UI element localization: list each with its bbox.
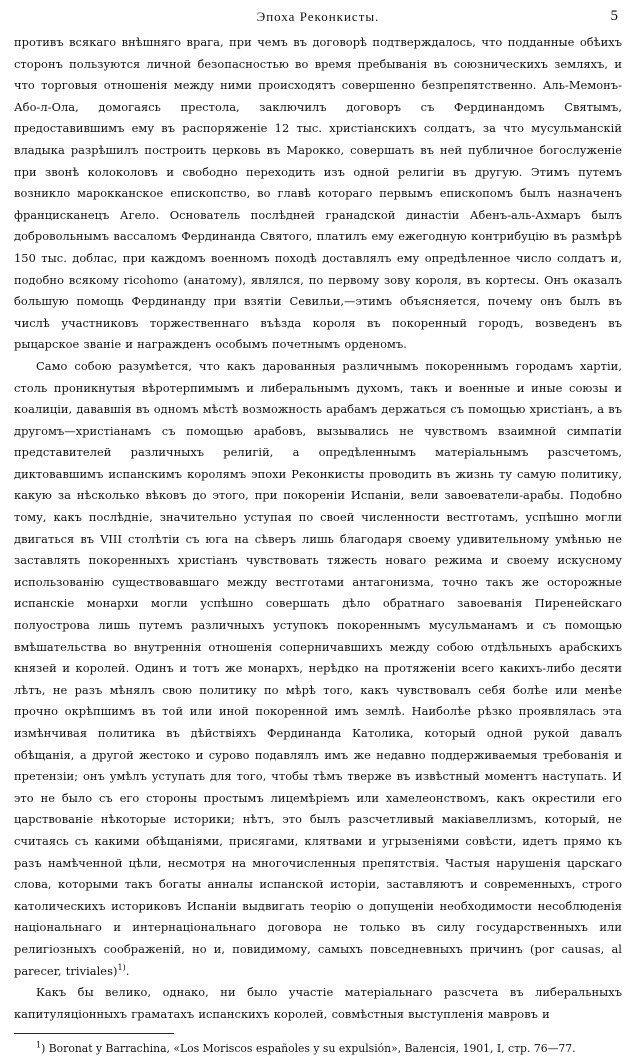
footnote-reference[interactable]: 1) — [117, 962, 126, 972]
paragraph-2-text: Само собою разумѣется, что какъ дарованныя различнымъ покореннымъ городамъ хартіи, столь проникнутыя вѣротерпимымъ и либеральнымъ духомъ, такъ и военные и иные союзы и коалиціи, дававшія въ одномъ мѣстѣ возможность арабамъ держаться съ помощью христіанъ, а въ другомъ—христіанамъ съ помощью арабовъ, вызывались не чувствомъ взаимной симпатіи представителей различныхъ религій, а опредѣленнымъ матеріальнымъ разсчетомъ, диктовавшимъ испанскимъ королямъ эпохи Реконкисты проводить въ жизнь ту самую политику, какую за нѣсколько вѣковъ до этого, при покореніи Испаніи, вели завоеватели-арабы. Подобно тому, какъ послѣдніе, значительно уступая по своей численности вестготамъ, успѣшно могли двигаться въ VIII столѣтіи съ юга на сѣверъ лишь благодаря своему удивительному умѣнью не заставлять покоренныхъ христіанъ чувствовать тяжесть новаго режима и своему искусному использованію существовавшаго между вестготами антагонизма, точно такъ же осторожные испанскіе монархи могли успѣшно совершать дѣло обратнаго завоеванія Пиренейскаго полуострова лишь путемъ различныхъ уступокъ покореннымъ мусульманамъ и съ помощью вмѣшательства во внутреннія отношенія соперничавшихъ между собою отдѣльныхъ арабскихъ князей и королей. Одинъ и тотъ же монархъ, нерѣдко на протяженіи всего какихъ-либо десяти лѣтъ, не разъ мѣнялъ свою политику по мѣрѣ того, какъ чувствовалъ себя болѣе или менѣе прочно окрѣпшимъ въ той или иной покоренной имъ землѣ. Наиболѣе рѣзко проявлялась эта измѣнчивая политика въ дѣйствіяхъ Фердинанда Католика, который одной рукой давалъ обѣщанія, а другой жестоко и сурово подавлялъ имъ же недавно поддерживаемыя требованія и претензіи; онъ умѣлъ уступать для того, чтобы тѣмъ тверже въ извѣстный моментъ наступать. И это не было съ его стороны простымъ лицемѣріемъ или хамелеонствомъ, какъ окрестили его царствованіе нѣкоторые историки; нѣтъ, это былъ разсчетливый макіавеллизмъ, который, не считаясь съ какими обѣщаніями, присягами, клятвами и угрызеніями совѣсти, идетъ прямо къ разъ намѣченной цѣли, несмотря на многочисленныя препятствія. Частыя нарушенія царскаго слова, которыми такъ богаты анналы испанской исторіи, заставляютъ и современныхъ, строго католическихъ историковъ Испаніи выдвигать теорію о допущеніи необходимости несоблюденія національнаго и интернаціональнаго договора не только въ силу государственныхъ или религіозныхъ соображеній, но и, повидимому, самыхъ повседневныхъ причинъ (por causas, al parecer, triviales) — [14, 358, 622, 978]
body-text — [14, 32, 622, 1025]
paragraph-2-tail: . — [125, 963, 130, 978]
paragraph-2 — [14, 356, 622, 982]
page-header — [14, 8, 622, 32]
paragraph-1 — [14, 32, 622, 356]
footnote-1 — [14, 1040, 622, 1059]
footnotes — [14, 1040, 622, 1059]
footnote-close-paren: ) — [41, 1042, 49, 1056]
paragraph-1-text: противъ всякаго внѣшняго врага, при чемъ въ договорѣ подтверждалось, что подданные обѣихъ сторонъ пользуются личной безопасностью во время пребыванія въ союзническихъ земляхъ, и что торговыя отношенія между ними происходятъ совершенно безпрепятственно. Аль-Мемонъ-Або-л-Ола, домогаясь престола, заключилъ договоръ съ Фердинандомъ Святымъ, предоставившимъ ему въ распоряженіе 12 тыс. христіанскихъ солдатъ, за что мусульманскій владыка разрѣшилъ построить церковь въ Марокко, совершать въ ней публичное богослуженіе при звонѣ колоколовъ и свободно переходить изъ одной религіи въ другую. Этимъ путемъ возникло марокканское епископство, во главѣ котораго первымъ епископомъ былъ назначенъ францисканецъ Агело. Основатель послѣдней гранадской династіи Абенъ-аль-Ахмаръ былъ добровольнымъ вассаломъ Фердинанда Святого, платилъ ему ежегодную контрибуцію въ размѣрѣ 150 тыс. доблас, при каждомъ военномъ походѣ доставлялъ ему опредѣленное число солдатъ и, подобно всякому ricohomo (анатому), являлся, по первому зову короля, въ кортесы. Онъ оказалъ большую помощь Фердинанду при взятіи Севильи,—этимъ объясняется, почему онъ былъ въ числѣ участниковъ торжественнаго въѣзда короля въ покоренный городъ, возведенъ въ рыцарское званіе и награжденъ особымъ почетнымъ орденомъ. — [14, 35, 622, 352]
paragraph-3-text: Какъ бы велико, однако, ни было участіе матеріальнаго разсчета въ либеральныхъ капитуляціонныхъ граматахъ испанскихъ королей, совмѣстныя выступленія мавровъ и — [14, 985, 622, 1021]
footnote-number: 1 — [36, 1040, 42, 1050]
running-title: Эпоха Реконкисты. — [256, 9, 380, 24]
footnote-divider — [14, 1033, 174, 1034]
footnote-text: Boronat y Barrachina, «Los Moriscos españoles y su expulsión», Валенсія, 1901, I, стр. 76—77. — [48, 1042, 576, 1056]
page-number: 5 — [610, 8, 618, 24]
paragraph-3 — [14, 982, 622, 1025]
